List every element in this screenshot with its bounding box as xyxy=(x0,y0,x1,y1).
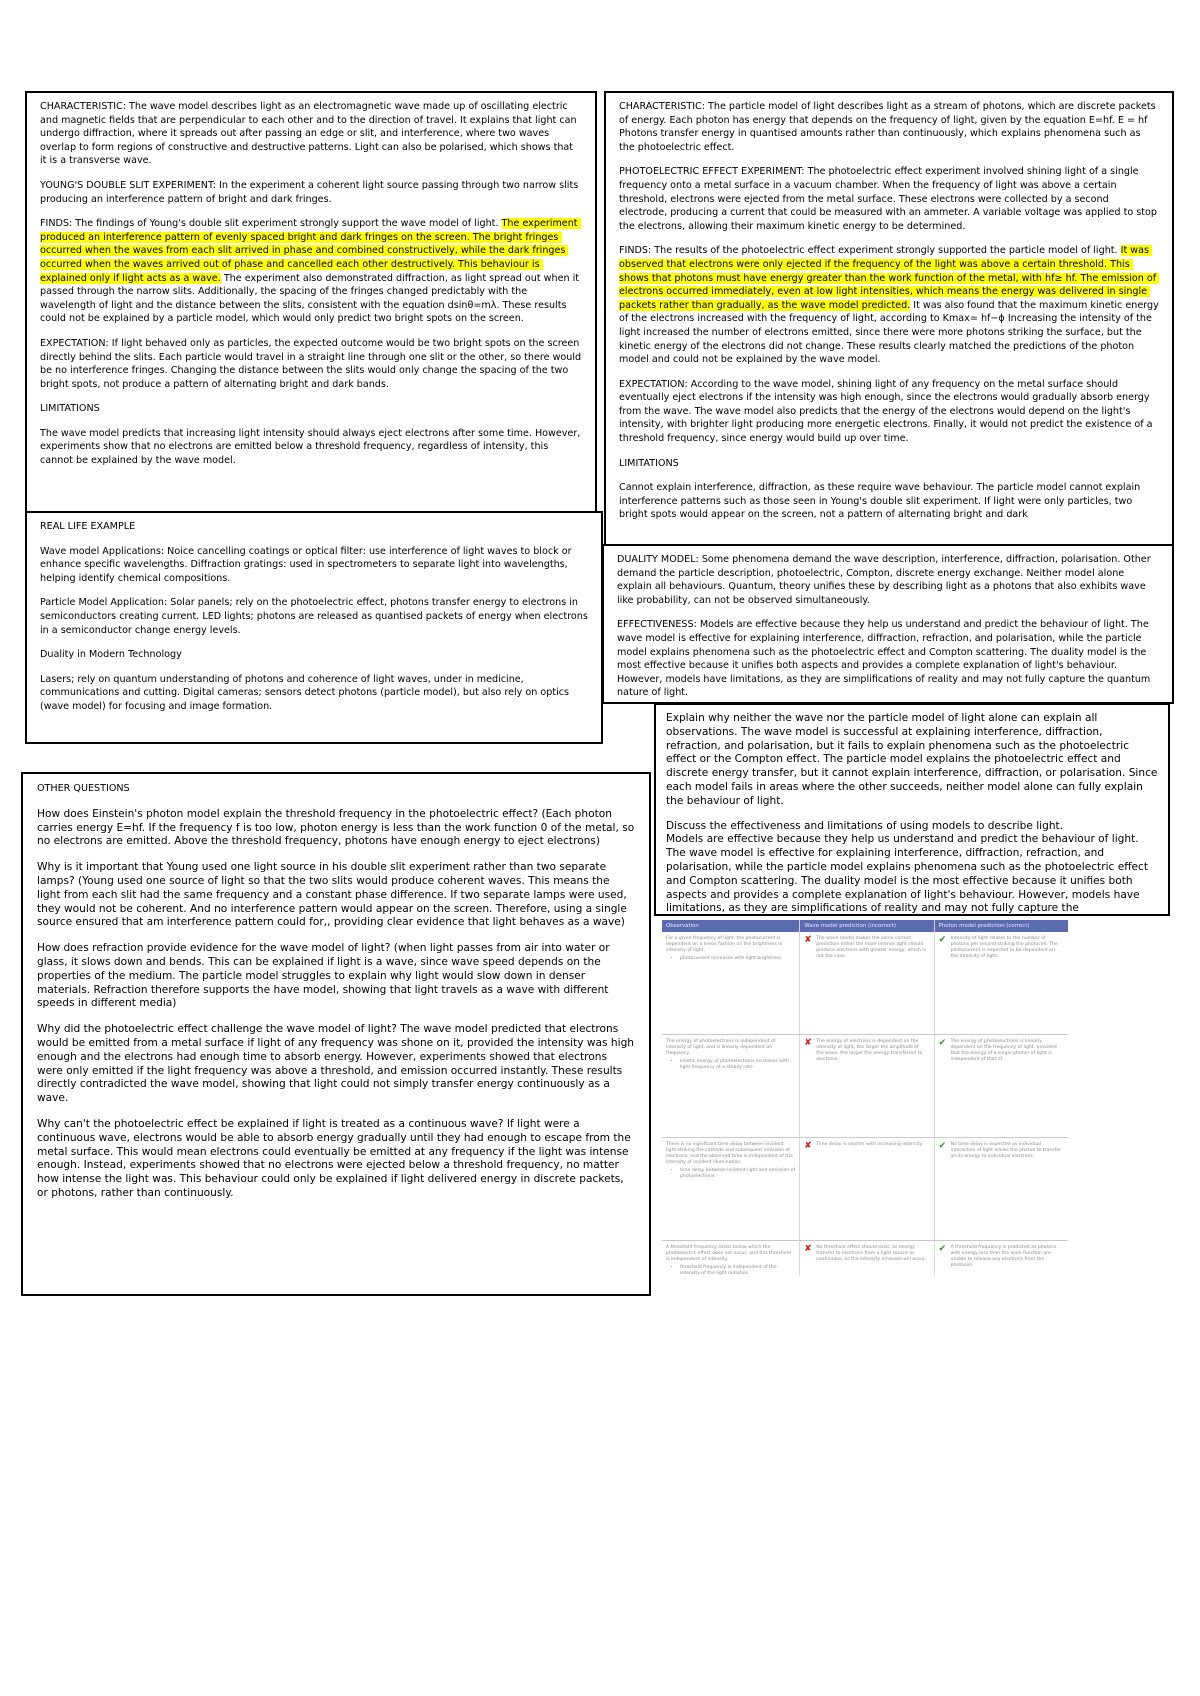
wave-model-box xyxy=(25,91,597,513)
particle-limitations: Cannot explain interference, diffraction, as these require wave behaviour. The particle model cannot explain interference patterns such as those seen in Young's double slit experiment. If light were only particles, two bright spots would appear on the screen, not a pattern of alternating bright and dark xyxy=(619,482,1144,521)
particle-characteristic: CHARACTERISTIC: The particle model of light describes light as a stream of photons, which are discrete packets of energy. Each photon has energy that depends on the frequency of light, given by the equation E=hf. E = hf Photons transfer energy in quantised amounts rather than continuously, which explains phenomena such as the photoelectric effect. xyxy=(619,101,1159,153)
cross-icon: ✘ xyxy=(804,1141,812,1151)
particle-finds-highlight: It was observed that electrons were only ejected if the frequency of the light was above a certain threshold. This shows that photons must have energy greater than the work function of the metal, with hf≥ hf. The emission of electrons occurred immediately, even at low light intensities, which means the energy was delivered in single packets rather than gradually, as the wave model predicted. xyxy=(619,245,1160,311)
photon-prediction-cell: ✔ The energy of photoelectrons is linearly dependent on the frequency of light, provided that the energy of a single photon of light is independent of that of. xyxy=(934,1035,1068,1138)
duality-tech-title: Duality in Modern Technology xyxy=(40,649,182,661)
photoelectric-experiment: PHOTOELECTRIC EFFECT EXPERIMENT: The photoelectric effect experiment involved shining light of a single frequency onto a metal surface in a vacuum chamber. When the frequency of light was above a certain threshold, electrons were ejected from the metal surface. These electrons were collected by a second electrode, producing a current that could be measured with an ammeter. A variable voltage was applied to stop the electrons, allowing their maximum kinetic energy to be determined. xyxy=(619,166,1161,232)
real-life-title: REAL LIFE EXAMPLE xyxy=(40,521,136,532)
observation-subpoint: • kinetic energy of photoelectrons increases with light frequency at a steady rate xyxy=(680,1059,795,1071)
wave-characteristic: CHARACTERISTIC: The wave model describes light as an electromagnetic wave made up of oscillating electric and magnetic fields that are perpendicular to each other and to the direction of travel. It explains that light can undergo diffraction, where it spreads out after passing an edge or slit, and interference, where two waves overlap to form regions of constructive and destructive patterns. Light can also be polarised, which shows that it is a transverse wave. xyxy=(40,101,580,167)
wave-finds: FINDS: The findings of Young's double slit experiment strongly support the wave model of light. The experiment produced an interference pattern of evenly spaced bright and dark fringes on the screen. The bright fringes occurred when the waves from each slit arrived in phase and combined constructively, while the dark fringes occurred when the waves arrived out of phase and cancelled each other destructively. This behaviour is explained only if light acts as a wave. The experiment also demonstrated diffraction, as light spread out when it passed through the narrow slits. Additionally, the spacing of the fringes changed predictably with the wavelength of light and the distance between the slits, consistent with the equation dsinθ=mλ. These results could not be explained by a particle model, which would only predict two bright spots on the screen. xyxy=(40,218,583,325)
particle-expectation: EXPECTATION: According to the wave model, shining light of any frequency on the metal surface should eventually eject electrons if the intensity was high enough, since the electrons would gradually absorb energy from the wave. The wave model also predicts that the energy of the electrons would depend on the light's intensity, with brighter light producing more energetic electrons. Finally, it would not predict the existence of a threshold frequency, since energy would build up over time. xyxy=(619,378,1156,445)
effectiveness: EFFECTIVENESS: Models are effective because they help us understand and predict the behaviour of light. The wave model is effective for explaining interference, diffraction, refraction, and polarisation, while the particle model explains phenomena such as the photoelectric effect and Compton scattering. The duality model is the most effective because it unifies both aspects and provides a complete explanation of light's behaviour. However, models have limitations, as they are simplifications of reality and may not fully capture the quantum nature of light. xyxy=(617,619,1154,699)
table-row xyxy=(662,1035,1068,1138)
table-header-photon: Photon model prediction (correct) xyxy=(934,920,1068,932)
cross-icon: ✘ xyxy=(804,1038,812,1048)
wave-limitations: The wave model predicts that increasing light intensity should always eject electrons after some time. However, experiments show that no electrons are emitted below a threshold frequency, regardless of intensity, this cannot be explained by the wave model. xyxy=(40,427,584,467)
particle-model-box xyxy=(604,91,1174,569)
wave-finds-highlight: The experiment produced an interference pattern of evenly spaced bright and dark fringes on the screen. The bright fringes occurred when the waves from each slit arrived in phase and combined constructively, while the dark fringes occurred when the waves arrived out of phase and cancelled each other destructively. This behaviour is explained only if light acts as a wave. xyxy=(40,218,581,284)
table-row xyxy=(662,1241,1068,1276)
table-row xyxy=(662,1138,1068,1241)
explain-neither-model: Explain why neither the wave nor the particle model of light alone can explain all observations. The wave model is successful at explaining interference, diffraction, refraction, and polarisation, but it fails to explain phenomena such as the photoelectric effect or the Compton effect. The particle model explains the photoelectric effect and discrete energy transfer, but it cannot explain interference, diffraction, or polarisation. Since each model fails in areas where the other succeeds, neither model alone can fully explain the behaviour of light. xyxy=(666,712,1161,807)
wave-prediction-cell: ✘ The wave model makes the same correct prediction either the more intense light should produce electrons with greater energy, which is not the case. xyxy=(800,932,934,1035)
question-5: Why can't the photoelectric effect be explained if light is treated as a continuous wave? If light were a continuous wave, electrons would be able to absorb energy gradually until they had enough to escape from the metal surface. This would mean electrons could eventually be emitted at any frequency if the light was intense enough. Instead, experiments showed that no electrons were ejected below a threshold frequency, no matter how intense the light was. This behaviour could only be explained if light delivered energy in discrete packets, or photons, rather than continuously. xyxy=(37,1117,635,1199)
observation-subpoint: • photocurrent increases with light brightness xyxy=(680,956,795,962)
cross-icon: ✘ xyxy=(804,1244,812,1254)
duality-model: DUALITY MODEL: Some phenomena demand the wave description, interference, diffraction, polarisation. Other demand the particle description, photoelectric, Compton, discrete energy exchange. Neither model alone explain all behaviours. Quantum, theory unifies these by describing light as a photons that also exhibits wave like probability, can not be observed simultaneously. xyxy=(617,554,1154,606)
young-experiment: YOUNG'S DOUBLE SLIT EXPERIMENT: In the experiment a coherent light source passing through two narrow slits producing an interference pattern of bright and dark fringes. xyxy=(40,179,582,205)
question-4: Why did the photoelectric effect challenge the wave model of light? The wave model predicted that electrons would be emitted from a metal surface if light of any frequency was shone on it, provided the intensity was high enough and the electrons had enough time to absorb energy. However, experiments showed that electrons were only emitted if the light frequency was above a threshold, and emission occurred instantly. These results directly contradicted the wave model, showing that light could not simply transfer energy continuously as a wave. xyxy=(37,1023,638,1105)
question-1: How does Einstein's photon model explain the threshold frequency in the photoelectric effect? (Each photon carries energy E=hf. If the frequency f is too low, photon energy is less than the work function 0 of the metal, so no electrons are emitted. Above the threshold frequency, photons have enough energy to eject electrons) xyxy=(37,807,638,848)
observation-cell: There is no significant time delay between incident light striking the cathode and subsequent emission of electrons, and the observed time is independent of the intensity of incident illumination. • time delay between incident light and emission of photoelectrons xyxy=(662,1138,800,1241)
wave-prediction-cell: ✘ Time delay is shorter with increasing intensity. xyxy=(800,1138,934,1241)
cross-icon: ✘ xyxy=(804,935,812,945)
comparison-table xyxy=(662,920,1068,1275)
check-icon: ✔ xyxy=(938,1141,947,1151)
wave-applications: Wave model Applications: Noice cancelling coatings or optical filter: use interference of light waves to block or enhance specific wavelengths. Diffraction gratings: used in spectrometers to separate light into wavelengths, helping identify chemical compositions. xyxy=(40,545,575,584)
observation-subpoint: • time delay between incident light and emission of photoelectrons xyxy=(680,1168,795,1180)
table-header-wave: Wave model prediction (incorrect) xyxy=(800,920,934,932)
observation-subpoint: • threshold frequency is independent of the intensity of the light radiation xyxy=(680,1265,795,1275)
check-icon: ✔ xyxy=(938,935,947,945)
particle-limitations-title: LIMITATIONS xyxy=(619,457,679,469)
table-row xyxy=(662,932,1068,1035)
photon-prediction-cell: ✔ A threshold frequency is predicted as photons with energy less than the work function are unable to release any electrons from the photocell. xyxy=(934,1241,1068,1276)
real-life-box xyxy=(25,511,603,744)
particle-finds: FINDS: The results of the photoelectric effect experiment strongly supported the particle model of light. It was observed that electrons were only ejected if the frequency of the light was above a certain threshold. This shows that photons must have energy greater than the work function of the metal, with hf≥ hf. The emission of electrons occurred immediately, even at low light intensities, which means the energy was delivered in single packets rather than gradually, as the wave model predicted. It was also found that the maximum kinetic energy of the electrons increased with the frequency of light, according to Kmax= hf−ϕ Increasing the intensity of the light increased the number of electrons emitted, since there were more photons striking the surface, but the kinetic energy of the electrons did not change. These results clearly matched the predictions of the photon model and could not be explained by the wave model. xyxy=(619,245,1162,366)
observation-cell: A threshold frequency exists below which the photoelectric effect does not occur, and this threshold is independent of intensity. • threshold frequency is independent of the intensity of the light radiation xyxy=(662,1241,800,1276)
wave-prediction-cell: ✘ No threshold effect should exist, as energy transfer to electrons from a light source as continuous, as the intensity emission will occur. xyxy=(800,1241,934,1276)
check-icon: ✔ xyxy=(938,1244,947,1254)
particle-applications: Particle Model Application: Solar panels; rely on the photoelectric effect, photons transfer energy to electrons in semiconductors creating current. LED lights; photons are released as quantised packets of energy when electrons in a semiconductor change energy levels. xyxy=(40,597,591,636)
questions-title: OTHER QUESTIONS xyxy=(37,783,130,794)
question-3: How does refraction provide evidence for the wave model of light? (when light passes from air into water or glass, it slows down and bends. This can be explained if light is a wave, since wave speed depends on the properties of the medium. The particle model struggles to explain why light would slow down in denser materials. Refraction therefore supports the have model, showing that light travels as a wave with different speeds in different media) xyxy=(37,942,613,1010)
discuss-models: Discuss the effectiveness and limitations of using models to describe light. Models are effective because they help us understand and predict the behaviour of light. The wave model is effective for explaining interference, diffraction, refraction, and polarisation, while the particle model explains phenomena such as the photoelectric effect and Compton scattering. The duality model is the most effective because it unifies both aspects and provides a complete explanation of light's behaviour. However, models have limitations, as they are simplifications of reality and may not fully capture the xyxy=(666,819,1152,915)
duality-tech: Lasers; rely on quantum understanding of photons and coherence of light waves, under in medicine, communications and cutting. Digital cameras; sensors detect photons (particle model), but also rely on optics (wave model) for focusing and image formation. xyxy=(40,673,573,712)
wave-limitations-title: LIMITATIONS xyxy=(40,403,100,415)
other-questions-box xyxy=(21,772,651,1296)
photon-prediction-cell: ✔ Intensity of light relates to the number of photons per second striking the photocell. The photocurrent is expected to be dependent on the intensity of light. xyxy=(934,932,1068,1035)
wave-expectation: EXPECTATION: If light behaved only as particles, the expected outcome would be two bright spots on the screen directly behind the slits. Each particle would travel in a straight line through one slit or the other, so there would be no interference fringes. Changing the distance between the slits would only change the spacing of the two bright spots, not produce a pattern of alternating bright and dark bands. xyxy=(40,337,585,390)
check-icon: ✔ xyxy=(938,1038,947,1048)
wave-prediction-cell: ✘ The energy of electrons is dependent on the intensity of light, the larger the amplitude of the wave, the larger the energy transferred to electrons. xyxy=(800,1035,934,1138)
observation-cell: The energy of photoelectrons is independent of intensity of light, and is linearly dependent on frequency. • kinetic energy of photoelectrons increases with light frequency at a steady rate xyxy=(662,1035,800,1138)
table-header-observation: Observation xyxy=(662,920,800,932)
explain-box xyxy=(654,703,1170,916)
observation-cell: For a given frequency of light, the photocurrent is dependent on a linear fashion on the brightness or intensity of light. • photocurrent increases with light brightness xyxy=(662,932,800,1035)
duality-box xyxy=(602,544,1174,704)
question-2: Why is it important that Young used one light source in his double slit experiment rather than two separate lamps? (Young used one source of light so that the two slits would produce coherent waves. This means the light from each slit had the same frequency and a constant phase difference. If two separate lamps were used, they would not be coherent. And no interference pattern would appear on the screen. Therefore, using a single source ensured that am interference pattern could for,, providing clear evidence that light behaves as a wave) xyxy=(37,861,631,929)
photon-prediction-cell: ✔ No time delay is expected as individual interaction of light allows the photon to transfer all its energy to individual electrons. xyxy=(934,1138,1068,1241)
